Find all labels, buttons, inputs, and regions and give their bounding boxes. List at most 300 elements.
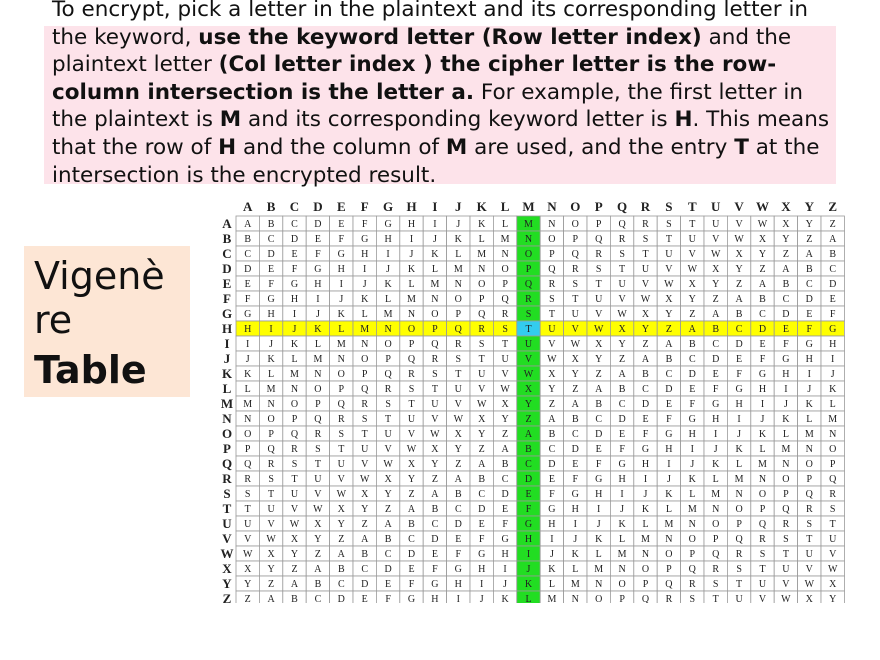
table-cell-letter: X <box>665 294 673 305</box>
table-cell-letter: V <box>478 384 486 395</box>
table-cell-letter: I <box>409 234 414 245</box>
table-cell-letter: I <box>690 444 694 455</box>
table-cell-letter: M <box>477 249 487 260</box>
table-cell-letter: T <box>548 309 555 320</box>
table-cell-letter: Q <box>478 309 486 320</box>
table-cell-letter: S <box>783 534 789 545</box>
table-cell-letter: X <box>478 414 486 425</box>
table-cell-letter: N <box>478 264 486 275</box>
table-cell-letter: M <box>313 354 323 365</box>
table-cell-letter: D <box>688 369 696 380</box>
table-cell-letter: M <box>336 339 346 350</box>
table-cell-letter: D <box>337 594 345 603</box>
row-header: V <box>222 531 232 546</box>
table-cell-letter: J <box>269 339 274 350</box>
table-cell-letter: Z <box>806 234 813 245</box>
column-header: Y <box>804 199 814 214</box>
table-cell-letter: S <box>572 279 579 290</box>
table-cell-letter: V <box>641 279 650 290</box>
table-cell-letter: U <box>524 339 533 350</box>
table-cell-letter: E <box>525 489 532 500</box>
table-cell-letter: X <box>501 399 509 410</box>
table-cell-letter: Z <box>455 459 462 470</box>
table-cell-letter: J <box>409 249 414 260</box>
table-cell-letter: K <box>407 264 416 275</box>
table-cell-letter: X <box>595 339 603 350</box>
table-cell-letter: L <box>361 309 368 320</box>
row-header: O <box>221 426 233 441</box>
table-cell-letter: G <box>618 459 626 470</box>
table-cell-letter: K <box>244 369 252 380</box>
table-cell-letter: Z <box>478 444 485 455</box>
table-cell-letter: M <box>687 504 697 515</box>
table-cell-letter: W <box>757 219 768 230</box>
table-cell-letter: R <box>478 324 486 335</box>
table-cell-letter: K <box>571 549 579 560</box>
table-cell-letter: O <box>244 429 252 440</box>
table-cell-letter: M <box>547 594 557 603</box>
table-cell-letter: Y <box>290 549 299 560</box>
table-cell-letter: O <box>595 594 603 603</box>
table-cell-letter: O <box>735 504 743 515</box>
table-cell-letter: K <box>665 489 673 500</box>
table-cell-letter: M <box>711 489 721 500</box>
table-cell-letter: N <box>524 234 533 245</box>
table-cell-letter: N <box>595 579 603 590</box>
table-cell-letter: U <box>478 369 486 380</box>
column-header: L <box>500 199 510 214</box>
table-cell-letter: B <box>642 369 649 380</box>
table-cell-letter: C <box>244 249 252 260</box>
table-cell-letter: D <box>454 519 462 530</box>
table-cell-letter: G <box>267 294 275 305</box>
row-header: M <box>220 396 234 411</box>
table-cell-letter: Z <box>502 429 509 440</box>
table-cell-letter: J <box>783 399 788 410</box>
table-cell-letter: S <box>689 594 696 603</box>
row-header: E <box>222 276 232 291</box>
table-cell-letter: F <box>338 234 345 245</box>
table-cell-letter: E <box>385 579 392 590</box>
table-cell-letter: E <box>291 249 298 260</box>
table-cell-letter: B <box>267 219 275 230</box>
table-cell-letter: N <box>758 474 767 485</box>
table-cell-letter: P <box>502 279 508 290</box>
table-cell-letter: T <box>642 249 649 260</box>
table-cell-letter: H <box>384 234 392 245</box>
table-cell-letter: V <box>501 369 509 380</box>
table-cell-letter: W <box>827 564 838 575</box>
table-cell-letter: X <box>571 354 579 365</box>
table-cell-letter: P <box>455 309 462 320</box>
table-cell-letter: R <box>688 579 696 590</box>
table-cell-letter: E <box>829 294 836 305</box>
table-cell-letter: G <box>758 369 767 380</box>
column-header: D <box>313 199 323 214</box>
slide-title <box>34 254 165 342</box>
table-cell-letter: H <box>431 594 439 603</box>
table-cell-letter: M <box>500 234 510 245</box>
table-cell-letter: Y <box>314 534 322 545</box>
table-cell-letter: T <box>268 489 275 500</box>
table-cell-letter: L <box>572 564 579 575</box>
table-cell-letter: A <box>618 369 626 380</box>
table-cell-letter: V <box>407 429 416 440</box>
table-cell-letter: Y <box>548 384 556 395</box>
table-cell-letter: W <box>430 429 440 440</box>
table-cell-letter: P <box>806 474 813 485</box>
table-cell-letter: W <box>266 534 276 545</box>
table-cell-letter: U <box>782 564 790 575</box>
table-cell-letter: L <box>642 519 649 530</box>
table-cell-letter: L <box>431 264 438 275</box>
table-cell-letter: C <box>805 279 813 290</box>
table-cell-letter: D <box>290 234 299 245</box>
title-text-part2: re <box>34 298 73 342</box>
explanation-segment: and the plaintext letter <box>52 24 792 78</box>
table-cell-letter: C <box>478 489 486 500</box>
table-cell-letter: Z <box>548 399 555 410</box>
table-cell-letter: M <box>570 579 580 590</box>
table-cell-letter: O <box>618 579 626 590</box>
table-cell-letter: Q <box>712 549 720 560</box>
table-cell-letter: U <box>735 594 743 603</box>
table-cell-letter: F <box>385 594 391 603</box>
table-cell-letter: X <box>688 279 696 290</box>
table-cell-letter: U <box>688 234 696 245</box>
row-header: Q <box>221 456 233 471</box>
table-cell-letter: D <box>548 459 556 470</box>
table-cell-letter: K <box>735 444 743 455</box>
table-cell-letter: N <box>548 219 556 230</box>
table-cell-letter: X <box>758 234 767 245</box>
table-cell-letter: O <box>805 459 813 470</box>
table-cell-letter: H <box>829 339 837 350</box>
table-cell-letter: N <box>641 549 650 560</box>
table-cell-letter: X <box>524 384 533 395</box>
table-cell-letter: F <box>572 474 579 485</box>
table-cell-letter: R <box>408 369 415 380</box>
table-cell-letter: H <box>478 564 486 575</box>
table-cell-letter: T <box>829 519 836 530</box>
table-cell-letter: N <box>290 384 299 395</box>
table-cell-letter: D <box>735 339 743 350</box>
table-cell-letter: T <box>665 234 672 245</box>
table-cell-letter: E <box>455 534 462 545</box>
table-cell-letter: G <box>829 324 837 335</box>
table-cell-letter: P <box>595 219 602 230</box>
table-cell-letter: V <box>665 264 673 275</box>
table-cell-letter: A <box>478 459 486 470</box>
table-cell-letter: C <box>548 444 556 455</box>
table-cell-letter: C <box>759 309 766 320</box>
table-cell-letter: P <box>361 369 368 380</box>
table-cell-letter: R <box>712 564 720 575</box>
explanation-bold: use the keyword letter (Row letter index) <box>198 24 702 50</box>
table-cell-letter: J <box>386 264 391 275</box>
table-cell-letter: K <box>524 579 533 590</box>
row-header: U <box>222 516 232 531</box>
table-cell-letter: A <box>758 279 767 290</box>
table-cell-letter: E <box>502 504 509 515</box>
table-cell-letter: X <box>361 489 369 500</box>
table-cell-letter: C <box>618 399 626 410</box>
table-cell-letter: J <box>666 474 671 485</box>
table-cell-letter: V <box>548 339 556 350</box>
table-cell-letter: B <box>501 459 509 470</box>
table-cell-letter: K <box>267 354 275 365</box>
table-cell-letter: S <box>315 444 321 455</box>
table-cell-letter: A <box>548 414 556 425</box>
table-cell-letter: L <box>595 549 602 560</box>
table-cell-letter: V <box>361 459 369 470</box>
table-cell-letter: Q <box>735 534 743 545</box>
table-cell-letter: W <box>406 444 417 455</box>
table-cell-letter: C <box>571 429 579 440</box>
table-cell-letter: Y <box>782 234 790 245</box>
table-cell-letter: S <box>478 339 485 350</box>
table-cell-letter: V <box>524 354 533 365</box>
table-cell-letter: Z <box>642 339 649 350</box>
row-header: Y <box>222 576 232 591</box>
table-cell-letter: J <box>830 369 835 380</box>
table-cell-letter: P <box>291 414 298 425</box>
table-cell-letter: M <box>734 474 744 485</box>
table-cell-letter: Z <box>736 279 743 290</box>
table-cell-letter: Q <box>524 279 533 290</box>
table-cell-letter: S <box>829 504 836 515</box>
table-cell-letter: U <box>407 414 416 425</box>
table-cell-letter: C <box>525 459 532 470</box>
row-header: I <box>224 336 230 351</box>
table-cell-letter: D <box>524 474 533 485</box>
table-cell-letter: H <box>805 354 813 365</box>
table-cell-letter: R <box>431 354 439 365</box>
table-cell-letter: V <box>688 249 696 260</box>
table-cell-letter: K <box>548 564 556 575</box>
table-cell-letter: I <box>246 339 250 350</box>
table-cell-letter: V <box>735 219 743 230</box>
table-cell-letter: E <box>759 339 766 350</box>
row-header: F <box>223 291 231 306</box>
table-cell-letter: S <box>736 564 742 575</box>
table-cell-letter: I <box>503 564 507 575</box>
table-cell-letter: C <box>501 474 509 485</box>
explanation-bold: H <box>674 107 693 133</box>
table-cell-letter: W <box>313 504 323 515</box>
table-cell-letter: W <box>476 399 487 410</box>
table-cell-letter: S <box>712 579 719 590</box>
row-header: T <box>222 501 232 516</box>
table-cell-letter: J <box>713 444 718 455</box>
table-cell-letter: L <box>829 399 836 410</box>
table-cell-letter: Y <box>829 594 837 603</box>
table-cell-letter: A <box>805 249 813 260</box>
table-cell-letter: A <box>665 339 673 350</box>
table-cell-letter: W <box>570 339 581 350</box>
column-header: G <box>383 199 394 214</box>
table-cell-letter: I <box>831 354 835 365</box>
table-cell-letter: E <box>572 459 579 470</box>
table-cell-letter: V <box>782 579 790 590</box>
table-cell-letter: Q <box>548 264 556 275</box>
table-cell-letter: B <box>384 534 392 545</box>
table-cell-letter: W <box>547 354 557 365</box>
table-cell-letter: H <box>688 429 696 440</box>
table-cell-letter: J <box>737 429 742 440</box>
table-cell-letter: C <box>408 534 415 545</box>
table-cell-letter: T <box>572 294 579 305</box>
table-cell-letter: D <box>782 309 790 320</box>
table-cell-letter: Z <box>338 534 345 545</box>
table-cell-letter: B <box>595 399 603 410</box>
table-cell-letter: J <box>432 234 437 245</box>
table-cell-letter: K <box>595 534 603 545</box>
table-cell-letter: J <box>760 414 765 425</box>
table-cell-letter: V <box>805 564 813 575</box>
explanation-segment: and its corresponding keyword letter is <box>241 107 675 133</box>
table-cell-letter: Z <box>314 549 321 560</box>
table-cell-letter: P <box>338 384 345 395</box>
table-cell-letter: U <box>431 399 439 410</box>
table-cell-letter: C <box>337 579 345 590</box>
table-cell-letter: G <box>782 354 790 365</box>
table-cell-letter: F <box>315 249 321 260</box>
table-cell-letter: I <box>667 459 671 470</box>
table-cell-letter: U <box>501 354 509 365</box>
table-cell-letter: B <box>291 594 298 603</box>
table-cell-letter: P <box>385 354 391 365</box>
table-cell-letter: T <box>689 219 696 230</box>
table-cell-letter: R <box>642 219 649 230</box>
table-cell-letter: H <box>735 399 743 410</box>
row-header: R <box>222 471 232 486</box>
table-cell-letter: Y <box>665 309 673 320</box>
table-cell-letter: I <box>433 219 437 230</box>
table-cell-letter: S <box>268 474 274 485</box>
table-cell-letter: W <box>640 294 651 305</box>
table-cell-letter: S <box>619 249 625 260</box>
table-cell-letter: Z <box>712 294 719 305</box>
table-cell-letter: F <box>361 219 368 230</box>
table-cell-letter: L <box>478 234 485 245</box>
table-cell-letter: Y <box>267 564 275 575</box>
table-cell-letter: K <box>782 414 790 425</box>
table-cell-letter: X <box>641 309 650 320</box>
table-cell-letter: B <box>478 474 486 485</box>
table-cell-letter: Q <box>665 579 673 590</box>
table-cell-letter: A <box>290 579 299 590</box>
table-cell-letter: I <box>550 534 554 545</box>
table-cell-letter: P <box>268 429 274 440</box>
column-header: U <box>711 199 721 214</box>
table-cell-letter: K <box>454 234 462 245</box>
table-cell-letter: T <box>291 474 298 485</box>
table-cell-letter: D <box>244 264 252 275</box>
table-cell-letter: A <box>829 234 837 245</box>
slide-title-bold: Table <box>34 348 147 392</box>
table-cell-letter: O <box>384 339 392 350</box>
table-cell-letter: O <box>314 384 322 395</box>
table-cell-letter: C <box>712 339 720 350</box>
table-cell-letter: A <box>595 384 603 395</box>
explanation-bold: M <box>445 134 468 160</box>
column-header: T <box>687 199 697 214</box>
table-cell-letter: T <box>385 414 392 425</box>
table-cell-letter: L <box>314 339 321 350</box>
table-cell-letter: Q <box>244 459 252 470</box>
table-cell-letter: X <box>735 249 743 260</box>
table-cell-letter: G <box>548 504 556 515</box>
table-cell-letter: G <box>384 219 392 230</box>
table-cell-letter: L <box>712 474 719 485</box>
table-cell-letter: K <box>384 279 392 290</box>
table-cell-letter: B <box>782 279 790 290</box>
table-cell-letter: I <box>760 399 765 410</box>
table-cell-letter: R <box>805 504 813 515</box>
column-header: B <box>266 199 276 214</box>
table-cell-letter: W <box>781 594 791 603</box>
table-cell-letter: M <box>243 399 253 410</box>
table-cell-letter: K <box>314 324 322 335</box>
row-header: B <box>222 231 232 246</box>
table-cell-letter: Q <box>290 429 299 440</box>
table-cell-letter: Z <box>431 474 438 485</box>
table-cell-letter: I <box>386 249 390 260</box>
table-cell-letter: K <box>829 384 837 395</box>
table-cell-letter: Z <box>689 309 696 320</box>
table-cell-letter: E <box>408 564 415 575</box>
table-cell-letter: N <box>337 354 345 365</box>
table-cell-letter: A <box>501 444 509 455</box>
table-cell-letter: F <box>525 504 532 515</box>
table-cell-letter: C <box>384 549 392 560</box>
column-header: C <box>289 199 300 214</box>
table-cell-letter: T <box>782 549 789 560</box>
table-cell-letter: J <box>690 459 695 470</box>
table-cell-letter: K <box>361 294 369 305</box>
table-cell-letter: Q <box>361 384 369 395</box>
table-cell-letter: C <box>361 564 369 575</box>
table-cell-letter: H <box>267 309 275 320</box>
table-cell-letter: M <box>407 294 416 305</box>
table-cell-letter: Y <box>805 219 813 230</box>
table-cell-letter: I <box>643 474 648 485</box>
table-cell-letter: Z <box>525 414 532 425</box>
table-cell-letter: K <box>290 339 299 350</box>
table-cell-letter: I <box>316 294 320 305</box>
explanation-segment: For example, the first letter in the plaintext is <box>52 79 804 133</box>
table-cell-letter: T <box>502 339 509 350</box>
table-cell-letter: N <box>735 489 743 500</box>
table-cell-letter: J <box>292 324 297 335</box>
table-cell-letter: F <box>736 369 742 380</box>
table-cell-letter: T <box>806 534 813 545</box>
table-cell-letter: V <box>384 444 392 455</box>
table-cell-letter: S <box>502 324 508 335</box>
table-cell-letter: O <box>641 564 650 575</box>
table-cell-letter: A <box>314 564 322 575</box>
table-cell-letter: G <box>595 474 603 485</box>
table-cell-letter: H <box>290 294 299 305</box>
table-cell-letter: M <box>524 219 533 230</box>
table-cell-letter: Y <box>431 459 439 470</box>
table-cell-letter: G <box>454 564 462 575</box>
table-cell-letter: Q <box>829 474 837 485</box>
table-cell-letter: A <box>735 294 743 305</box>
table-cell-letter: E <box>736 354 743 365</box>
table-cell-letter: A <box>267 594 275 603</box>
